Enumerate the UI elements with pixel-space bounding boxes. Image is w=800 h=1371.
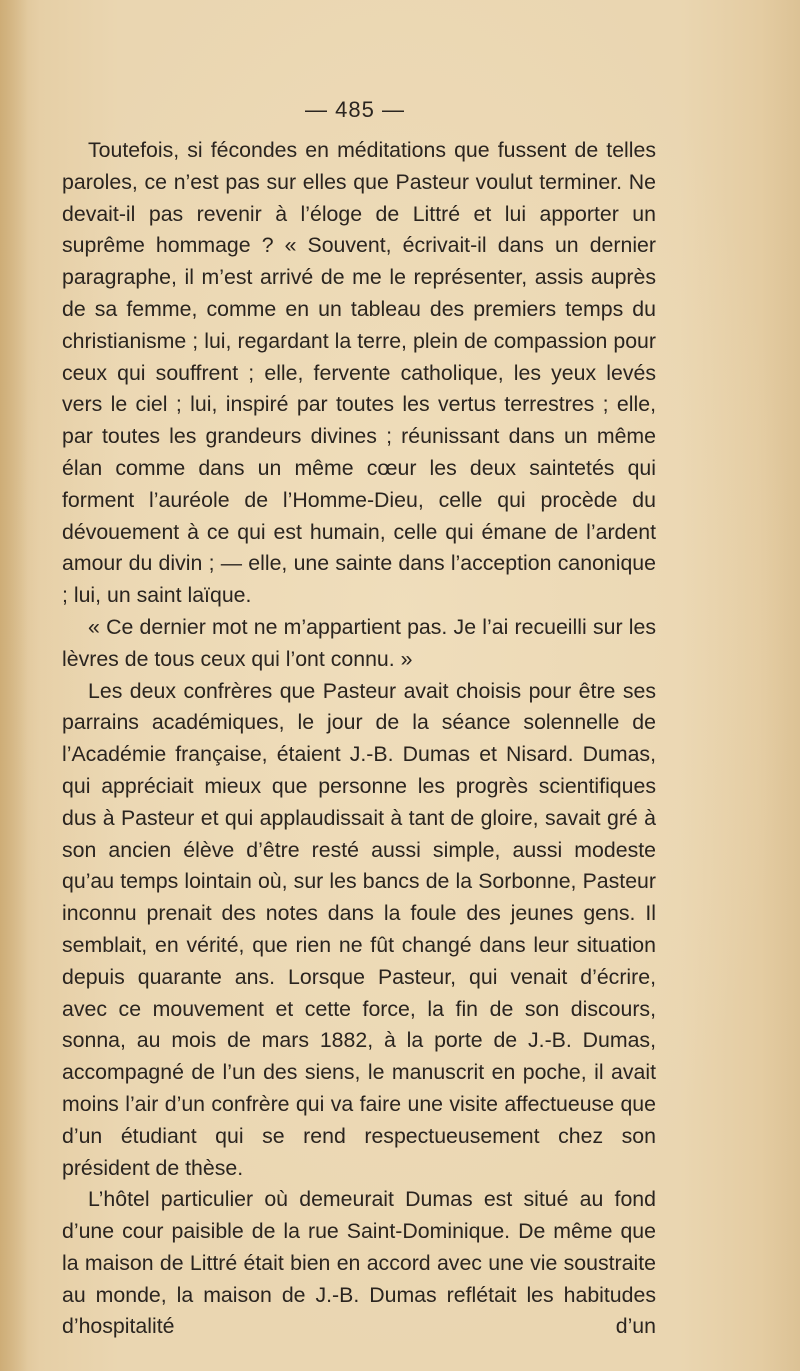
page-number: — 485 — xyxy=(305,97,405,122)
paragraph-hotel-dumas: L’hôtel particulier où demeurait Dumas est situé au fond d’une cour paisible de la rue Saint-Dominique. De même que la maison de Littré était bien en accord avec une vie soustraite au monde, la maison de J.-B. Dumas reflétait les habitudes d’hospitalité d’un xyxy=(62,1187,656,1339)
page-edge-stain xyxy=(0,0,28,1371)
paragraph-pasteur-eloge-littre: Toutefois, si fécondes en méditations que fussent de telles paroles, ce n’est pas sur elles que Pasteur voulut terminer. Ne devait-il pas revenir à l’éloge de Littré et lui apporter un suprême hommage ? « Souvent, écrivait-il dans un dernier paragraphe, il m’est arrivé de me le représenter, assis auprès de sa femme, comme en un tableau des premiers temps du christianisme ; lui, regardant la terre, plein de compassion pour ceux qui souffrent ; elle, fervente catholique, les yeux levés vers le ciel ; lui, inspiré par toutes les vertus terrestres ; elle, par toutes les grandeurs divines ; réunissant dans un même élan comme dans un même cœur les deux saintetés qui forment l’auréole de l’Homme-Dieu, celle qui procède du dévouement à ce qui est humain, celle qui émane de l’ardent amour du divin ; — elle, une sainte dans l’acception canonique ; lui, un saint laïque. xyxy=(62,138,656,608)
paragraph-parrains-academiques: Les deux confrères que Pasteur avait choisis pour être ses parrains académiques, le jour de la séance solennelle de l’Académie française, étaient J.-B. Dumas et Nisard. Dumas, qui appréciait mieux que personne les progrès scientifiques dus à Pasteur et qui applaudissait à tant de gloire, savait gré à son ancien élève d’être resté aussi simple, aussi modeste qu’au temps lointain où, sur les bancs de la Sorbonne, Pasteur inconnu prenait des notes dans la foule des jeunes gens. Il semblait, en vérité, que rien ne fût changé dans leur situation depuis quarante ans. Lorsque Pasteur, qui venait d’écrire, avec ce mouvement et cette force, la fin de son discours, sonna, au mois de mars 1882, à la porte de J.-B. Dumas, accompagné de l’un des siens, le manuscrit en poche, il avait moins l’air d’un confrère qui va faire une visite affectueuse que d’un étudiant qui se rend respectueusement chez son président de thèse. xyxy=(62,678,656,1180)
body-text xyxy=(62,135,656,1343)
paragraph-saint-laique-quote: « Ce dernier mot ne m’appartient pas. Je l’ai recueilli sur les lèvres de tous ceux qui l’ont connu. » xyxy=(62,614,656,671)
